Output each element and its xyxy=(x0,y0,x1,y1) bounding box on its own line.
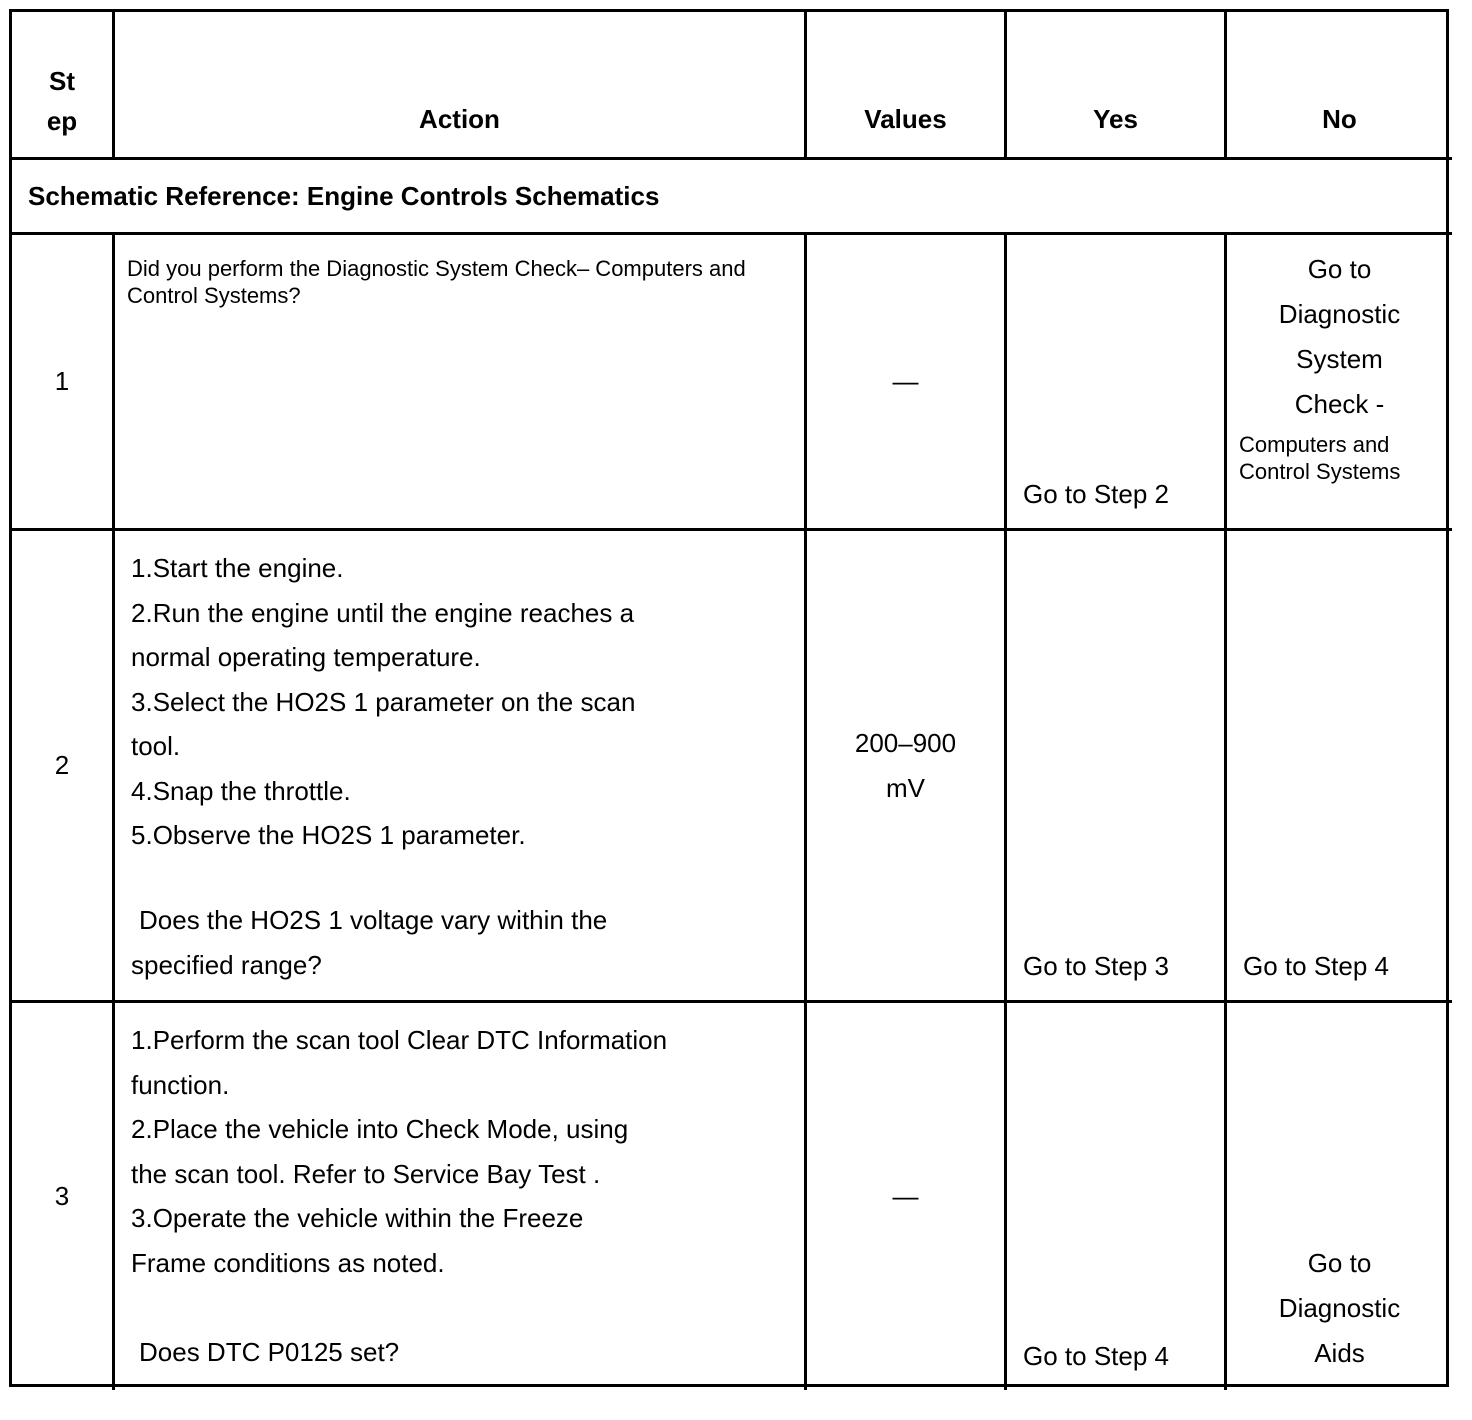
step-1-no-line: Go to xyxy=(1307,254,1372,284)
header-action xyxy=(115,12,807,160)
list-item-text: Perform the scan tool Clear DTC Information xyxy=(152,1025,668,1055)
step-2-action xyxy=(115,531,807,1003)
header-step-line1: St xyxy=(49,66,75,96)
list-item xyxy=(131,1107,794,1152)
step-2-no xyxy=(1227,531,1452,1003)
step-1-number: 1 xyxy=(12,235,115,531)
list-item-number: 3. xyxy=(131,1203,153,1233)
step-2-list xyxy=(131,546,794,858)
list-item-continuation: normal operating temperature. xyxy=(131,642,481,672)
step-3-number: 3 xyxy=(12,1003,115,1390)
list-item xyxy=(131,1018,794,1063)
step-2-value-line1: 200–900 xyxy=(854,728,957,758)
list-item-text: Start the engine. xyxy=(152,553,344,583)
list-item-text: Place the vehicle into Check Mode, using xyxy=(152,1114,629,1144)
header-no xyxy=(1227,12,1452,160)
step-1-no-small: Computers and Control Systems xyxy=(1239,432,1401,484)
header-values-label: Values xyxy=(864,104,947,134)
header-step xyxy=(12,12,115,160)
schematic-reference: Schematic Reference: Engine Controls Schematics xyxy=(12,160,1452,235)
list-item-number: 2. xyxy=(131,1114,153,1144)
diagnostic-table xyxy=(9,9,1449,1387)
list-item-number: 5. xyxy=(131,820,153,850)
list-item-continuation: function. xyxy=(131,1069,230,1100)
step-3-list xyxy=(131,1018,794,1285)
list-item xyxy=(131,813,794,858)
header-no-label: No xyxy=(1322,104,1357,134)
header-action-label: Action xyxy=(419,104,500,134)
step-3-yes-text: Go to Step 4 xyxy=(1023,1341,1169,1371)
header-yes-label: Yes xyxy=(1093,104,1138,134)
list-item-continuation: tool. xyxy=(131,731,181,761)
list-item-number: 1. xyxy=(131,553,153,583)
header-values xyxy=(807,12,1007,160)
step-2-question-line1: Does the HO2S 1 voltage vary within the xyxy=(139,905,608,935)
step-1-action-text: Did you perform the Diagnostic System Check– Computers and Control Systems? xyxy=(127,256,746,308)
step-1-no-line: Check - xyxy=(1294,389,1385,419)
step-2-number: 2 xyxy=(12,531,115,1003)
step-2-question xyxy=(131,898,794,987)
list-item xyxy=(131,591,794,636)
step-3-no-line: Aids xyxy=(1314,1338,1365,1368)
step-2-value xyxy=(807,531,1007,1003)
step-1-yes-text: Go to Step 2 xyxy=(1023,479,1169,509)
list-item-number: 1. xyxy=(131,1025,153,1055)
list-item-number: 2. xyxy=(131,597,153,628)
step-3-no-line: Go to xyxy=(1307,1248,1372,1278)
step-3-value-text: — xyxy=(892,1181,919,1211)
list-item-number: 3. xyxy=(131,686,153,717)
list-item-text: Run the engine until the engine reaches a xyxy=(152,597,635,628)
step-3-yes xyxy=(1007,1003,1227,1390)
header-yes xyxy=(1007,12,1227,160)
step-2-no-text: Go to Step 4 xyxy=(1243,951,1389,981)
step-3-value xyxy=(807,1003,1007,1390)
list-item-continuation: Frame conditions as noted. xyxy=(131,1247,445,1278)
list-item xyxy=(131,546,794,591)
step-1-no-text xyxy=(1227,235,1452,485)
list-item-continuation: the scan tool. Refer to Service Bay Test . xyxy=(131,1158,601,1189)
list-item xyxy=(131,1196,794,1241)
step-1-no-line: Diagnostic xyxy=(1278,299,1401,329)
header-step-line2: ep xyxy=(46,106,78,136)
step-3-action xyxy=(115,1003,807,1390)
step-2-question-line2: specified range? xyxy=(131,949,322,980)
step-1-no-line: System xyxy=(1296,344,1383,374)
list-item-text: Snap the throttle. xyxy=(152,775,351,806)
step-3-no xyxy=(1227,1003,1452,1390)
step-2-yes-text: Go to Step 3 xyxy=(1023,951,1169,981)
step-3-question: Does DTC P0125 set? xyxy=(139,1336,400,1367)
step-2-value-line2: mV xyxy=(886,773,925,803)
list-item-text: Observe the HO2S 1 parameter. xyxy=(152,820,526,850)
list-item xyxy=(131,769,794,814)
list-item-text: Select the HO2S 1 parameter on the scan xyxy=(152,686,636,717)
list-item-text: Operate the vehicle within the Freeze xyxy=(152,1203,584,1233)
step-1-value xyxy=(807,235,1007,531)
list-item-number: 4. xyxy=(131,775,153,806)
step-3-no-line: Diagnostic xyxy=(1278,1293,1401,1323)
step-1-action xyxy=(115,235,807,531)
step-3-no-text xyxy=(1227,1241,1452,1376)
step-2-value-text xyxy=(807,721,1004,811)
step-2-yes xyxy=(1007,531,1227,1003)
list-item xyxy=(131,680,794,725)
step-1-yes xyxy=(1007,235,1227,531)
step-1-value-text: — xyxy=(892,366,919,396)
step-1-no xyxy=(1227,235,1452,531)
